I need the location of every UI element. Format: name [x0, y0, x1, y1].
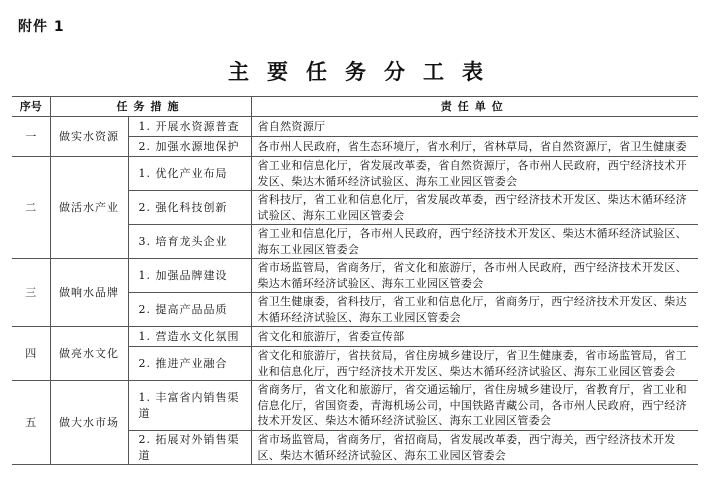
group-seq: 四 — [12, 327, 50, 381]
header-responsible: 责任单位 — [251, 97, 698, 117]
group-seq: 一 — [12, 117, 50, 157]
group-seq: 三 — [12, 259, 50, 327]
group-task: 做响水品牌 — [50, 259, 128, 327]
table-row — [12, 157, 698, 191]
measure-cell: 2. 推进产业融合 — [128, 347, 251, 381]
measure-cell: 1. 丰富省内销售渠道 — [128, 381, 251, 431]
group-seq: 五 — [12, 381, 50, 465]
group-task: 做大水市场 — [50, 381, 128, 465]
measure-cell: 1. 开展水资源普查 — [128, 117, 251, 137]
table-header-row — [12, 97, 698, 117]
responsible-cell: 省工业和信息化厅，省发展改革委，省自然资源厅，各市州人民政府，西宁经济技术开发区、柴达木循环经济试验区、海东工业园区管委会 — [251, 157, 698, 191]
measure-cell: 1. 营造水文化氛围 — [128, 327, 251, 347]
measure-cell: 1. 加强品牌建设 — [128, 259, 251, 293]
responsible-cell: 省商务厅，省文化和旅游厅，省交通运输厅，省住房城乡建设厅，省教育厅，省工业和信息化厅，省国资委，青海机场公司，中国铁路青藏公司，各市州人民政府，西宁经济技术开发区、柴达木循环经济试验区、海东工业园区管委会 — [251, 381, 698, 431]
responsible-cell: 省市场监管局，省商务厅，省招商局，省发展改革委，西宁海关，西宁经济技术开发区、柴达木循环经济试验区、海东工业园区管委会 — [251, 431, 698, 465]
attachment-label: 附件 1 — [18, 19, 65, 35]
responsible-cell: 省工业和信息化厅，各市州人民政府，西宁经济技术开发区、柴达木循环经济试验区、海东工业园区管委会 — [251, 225, 698, 259]
measure-cell: 1. 优化产业布局 — [128, 157, 251, 191]
responsible-cell: 各市州人民政府，省生态环境厅，省水利厅，省林草局，省自然资源厅，省卫生健康委 — [251, 137, 698, 157]
measure-cell: 2. 加强水源地保护 — [128, 137, 251, 157]
header-seq: 序号 — [12, 97, 50, 117]
page-title: 主要任务分工表 — [228, 59, 501, 84]
task-table — [12, 96, 698, 465]
group-seq: 二 — [12, 157, 50, 259]
table-row — [12, 259, 698, 293]
header-measure: 任务措施 — [50, 97, 251, 117]
group-task: 做亮水文化 — [50, 327, 128, 381]
measure-cell: 2. 强化科技创新 — [128, 191, 251, 225]
group-task: 做实水资源 — [50, 117, 128, 157]
responsible-cell: 省科技厅，省工业和信息化厅，省发展改革委，西宁经济技术开发区、柴达木循环经济试验区、海东工业园区管委会 — [251, 191, 698, 225]
table-row — [12, 117, 698, 137]
table-row — [12, 381, 698, 431]
measure-cell: 2. 拓展对外销售渠道 — [128, 431, 251, 465]
responsible-cell: 省文化和旅游厅，省扶贫局，省住房城乡建设厅，省卫生健康委，省市场监管局，省工业和信息化厅，西宁经济技术开发区、柴达木循环经济试验区、海东工业园区管委会 — [251, 347, 698, 381]
responsible-cell: 省卫生健康委，省科技厅，省工业和信息化厅，省商务厅，西宁经济技术开发区、柴达木循环经济试验区、海东工业园区管委会 — [251, 293, 698, 327]
measure-cell: 3. 培育龙头企业 — [128, 225, 251, 259]
responsible-cell: 省市场监管局，省商务厅，省文化和旅游厅，各市州人民政府，西宁经济技术开发区、柴达木循环经济试验区、海东工业园区管委会 — [251, 259, 698, 293]
responsible-cell: 省文化和旅游厅，省委宣传部 — [251, 327, 698, 347]
measure-cell: 2. 提高产品品质 — [128, 293, 251, 327]
group-task: 做活水产业 — [50, 157, 128, 259]
table-row — [12, 327, 698, 347]
responsible-cell: 省自然资源厅 — [251, 117, 698, 137]
